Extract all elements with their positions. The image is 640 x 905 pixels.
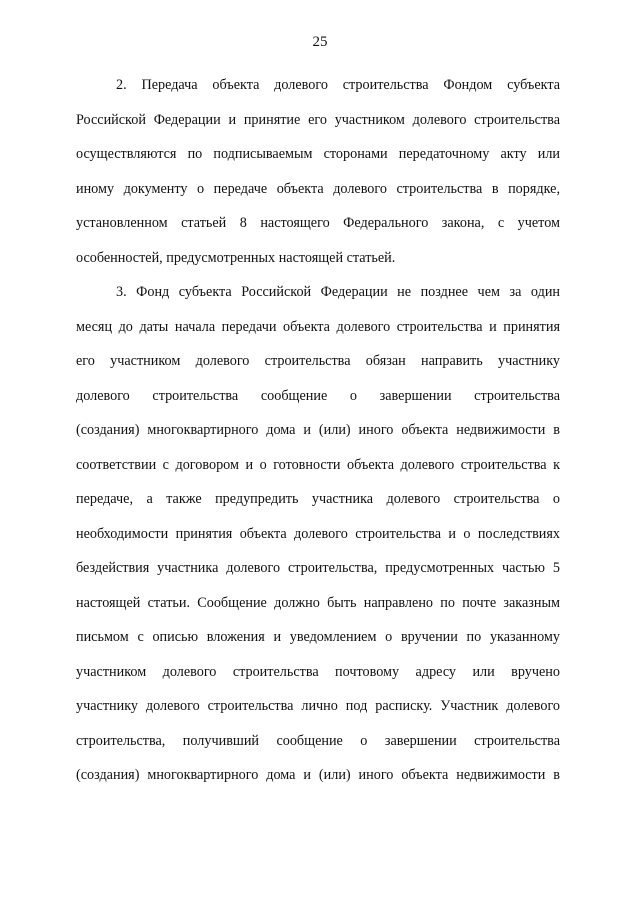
text-line: передаче, а также предупредить участника долевого строительства о [76, 491, 560, 507]
text-line: (создания) многоквартирного дома и (или) иного объекта недвижимости в [76, 767, 560, 783]
text-line: необходимости принятия объекта долевого строительства и о последствиях [76, 525, 560, 542]
page-number: 25 [312, 34, 328, 50]
text-line: его участником долевого строительства обязан направить участнику [76, 353, 560, 369]
text-line: настоящей статьи. Сообщение должно быть направлено по почте заказным [76, 594, 560, 611]
text-line: строительства, получивший сообщение о завершении строительства [76, 732, 560, 749]
text-line: установленном статьей 8 настоящего Федерального закона, с учетом [76, 215, 560, 231]
text-line: (создания) многоквартирного дома и (или) иного объекта недвижимости в [76, 422, 560, 438]
text-line: долевого строительства сообщение о завершении строительства [76, 387, 560, 404]
text-line: письмом с описью вложения и уведомлением о вручении по указанному [76, 629, 560, 645]
text-line: особенностей, предусмотренных настоящей статьей. [76, 249, 396, 266]
text-line: 2. Передача объекта долевого строительства Фондом субъекта [116, 77, 560, 93]
text-line: участнику долевого строительства лично под расписку. Участник долевого [76, 698, 560, 714]
text-line: бездействия участника долевого строительства, предусмотренных частью 5 [76, 560, 560, 576]
document-body [76, 68, 560, 793]
paragraph-2 [76, 68, 560, 275]
paragraph-3 [76, 275, 560, 793]
text-line: соответствии с договором и о готовности объекта долевого строительства к [76, 456, 560, 473]
text-line: участником долевого строительства почтовому адресу или вручено [76, 663, 560, 680]
text-line: Российской Федерации и принятие его участником долевого строительства [76, 111, 560, 128]
text-line: осуществляются по подписываемым сторонами передаточному акту или [76, 146, 560, 162]
text-line: 3. Фонд субъекта Российской Федерации не позднее чем за один [116, 284, 560, 300]
text-line: месяц до даты начала передачи объекта долевого строительства и принятия [76, 318, 560, 335]
text-line: иному документу о передаче объекта долевого строительства в порядке, [76, 180, 560, 197]
